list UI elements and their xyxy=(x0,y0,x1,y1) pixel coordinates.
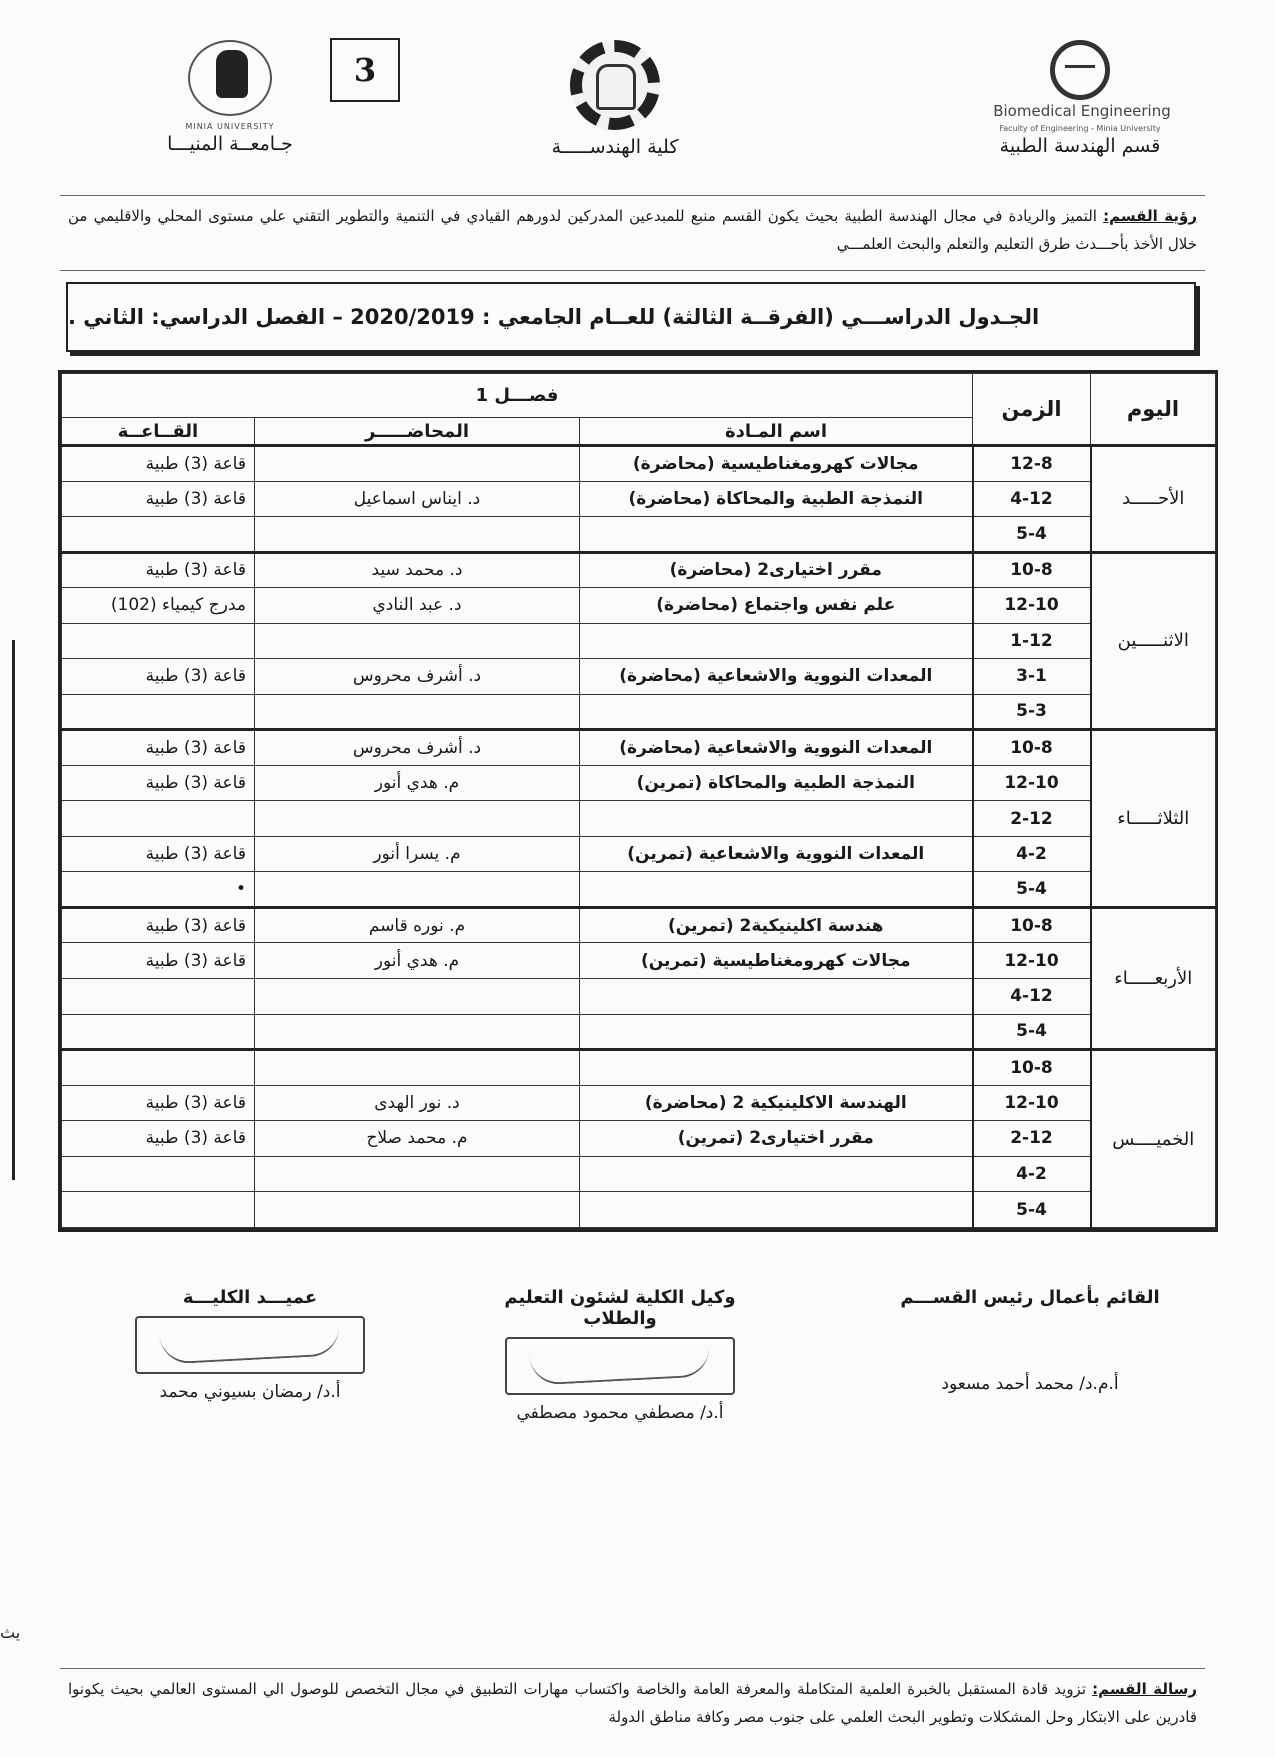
subject-cell: مقرر اختيارى2 (محاضرة) xyxy=(580,552,973,588)
time-cell: 4-12 xyxy=(973,978,1091,1014)
schedule-row xyxy=(62,943,1216,979)
faculty-caption: كلية الهندســـــة xyxy=(551,136,679,158)
room-cell: قاعة (3) طبية xyxy=(62,943,255,979)
subject-cell xyxy=(580,1014,973,1050)
schedule-row xyxy=(62,1085,1216,1121)
mission-statement xyxy=(60,1668,1205,1737)
time-cell: 4-2 xyxy=(973,836,1091,872)
instructor-cell xyxy=(255,1156,580,1192)
room-cell: قاعة (3) طبية xyxy=(62,907,255,943)
time-cell: 12-8 xyxy=(973,446,1091,482)
schedule-row xyxy=(62,446,1216,482)
signature-role: وكيل الكلية لشئون التعليم والطلاب xyxy=(504,1287,736,1329)
time-cell: 12-10 xyxy=(973,588,1091,624)
time-cell: 1-12 xyxy=(973,623,1091,659)
schedule-row xyxy=(62,1192,1216,1228)
time-cell: 4-2 xyxy=(973,1156,1091,1192)
schedule-row xyxy=(62,623,1216,659)
room-cell: قاعة (3) طبية xyxy=(62,730,255,766)
instructor-cell xyxy=(255,978,580,1014)
room-cell: قاعة (3) طبية xyxy=(62,1121,255,1157)
day-cell: الأربعـــــاء xyxy=(1091,907,1216,1049)
subject-cell xyxy=(580,694,973,730)
subject-cell: النمذجة الطبية والمحاكاة (تمرين) xyxy=(580,765,973,801)
subject-cell: المعدات النووية والاشعاعية (تمرين) xyxy=(580,836,973,872)
bme-logo-text: Biomedical Engineering xyxy=(993,101,1171,120)
signature-role: عميـــد الكليـــة xyxy=(182,1287,318,1308)
instructor-cell: د. ايناس اسماعيل xyxy=(255,481,580,517)
time-cell: 5-4 xyxy=(973,1192,1091,1228)
day-cell: الخميــــس xyxy=(1091,1050,1216,1228)
day-cell: الأحـــــد xyxy=(1091,446,1216,553)
time-cell: 2-12 xyxy=(973,801,1091,837)
subject-cell xyxy=(580,623,973,659)
instructor-cell xyxy=(255,517,580,553)
instructor-cell: م. هدي أنور xyxy=(255,765,580,801)
time-cell: 12-10 xyxy=(973,765,1091,801)
schedule-row xyxy=(62,694,1216,730)
room-cell: قاعة (3) طبية xyxy=(62,836,255,872)
subject-cell xyxy=(580,1156,973,1192)
header-subject: اسم المـادة xyxy=(580,418,973,446)
subject-cell: مجالات كهرومغناطيسية (محاضرة) xyxy=(580,446,973,482)
subject-cell xyxy=(580,978,973,1014)
instructor-cell: د. محمد سيد xyxy=(255,552,580,588)
instructor-cell: د. عبد النادي xyxy=(255,588,580,624)
vision-label: رؤية القسم: xyxy=(1103,207,1197,225)
subject-cell: الهندسة الاكلينيكية 2 (محاضرة) xyxy=(580,1085,973,1121)
time-cell: 5-3 xyxy=(973,694,1091,730)
room-cell: قاعة (3) طبية xyxy=(62,446,255,482)
university-logo-text: MINIA UNIVERSITY xyxy=(185,122,275,131)
instructor-cell xyxy=(255,694,580,730)
room-cell xyxy=(62,1050,255,1086)
faculty-logo xyxy=(520,40,710,158)
instructor-cell xyxy=(255,623,580,659)
instructor-cell: د. نور الهدى xyxy=(255,1085,580,1121)
schedule-row xyxy=(62,1121,1216,1157)
page-number: 3 xyxy=(330,38,400,102)
signature-name: أ.د/ مصطفي محمود مصطفي xyxy=(516,1403,724,1423)
header-room: القــاعــة xyxy=(62,418,255,446)
time-cell: 4-12 xyxy=(973,481,1091,517)
room-cell: قاعة (3) طبية xyxy=(62,659,255,695)
schedule-row xyxy=(62,836,1216,872)
vision-text: التميز والريادة في مجال الهندسة الطبية بحيث يكون القسم منبع للمبدعين المدركين لدورهم القيادي في التنمية والتطوير التقني علي مستوى المحلي والاقليمي من خلال الأخذ بأحـــدث طرق التعليم والتعلم والبحث العلمـــي xyxy=(68,207,1197,253)
instructor-cell xyxy=(255,1050,580,1086)
bme-logo-subtext: Faculty of Engineering - Minia University xyxy=(999,123,1161,133)
signature-dean xyxy=(120,1287,380,1402)
instructor-cell xyxy=(255,872,580,908)
subject-cell xyxy=(580,1192,973,1228)
instructor-cell xyxy=(255,1192,580,1228)
schedule-row xyxy=(62,801,1216,837)
university-caption: جـامعــة المنيـــا xyxy=(167,133,293,155)
schedule-table xyxy=(58,370,1218,1232)
time-cell: 2-12 xyxy=(973,1121,1091,1157)
room-cell xyxy=(62,978,255,1014)
subject-cell: المعدات النووية والاشعاعية (محاضرة) xyxy=(580,730,973,766)
schedule-row xyxy=(62,1050,1216,1086)
day-cell: الثلاثـــــاء xyxy=(1091,730,1216,908)
schedule-row xyxy=(62,481,1216,517)
room-cell xyxy=(62,694,255,730)
time-cell: 3-1 xyxy=(973,659,1091,695)
subject-cell xyxy=(580,517,973,553)
signature-department-head xyxy=(900,1287,1160,1394)
schedule-row xyxy=(62,552,1216,588)
schedule-title: الجـدول الدراســـي (الفرقــة الثالثة) للعــام الجامعي : 2020/2019 – الفصل الدراسي: الثاني . xyxy=(66,282,1196,352)
time-cell: 5-4 xyxy=(973,872,1091,908)
mission-label: رسالة القسم: xyxy=(1092,1680,1197,1698)
schedule-row xyxy=(62,907,1216,943)
schedule-row xyxy=(62,659,1216,695)
subject-cell: هندسة اكلينيكية2 (تمرين) xyxy=(580,907,973,943)
room-cell xyxy=(62,623,255,659)
subject-cell: مجالات كهرومغناطيسية (تمرين) xyxy=(580,943,973,979)
schedule-row xyxy=(62,517,1216,553)
gear-icon xyxy=(570,40,660,130)
header-instructor: المحاضـــــر xyxy=(255,418,580,446)
time-cell: 10-8 xyxy=(973,730,1091,766)
signature-scribble xyxy=(505,1337,735,1395)
time-cell: 10-8 xyxy=(973,1050,1091,1086)
signature-name: أ.م.د/ محمد أحمد مسعود xyxy=(941,1374,1119,1394)
edge-text: يث xyxy=(0,1623,21,1642)
signature-scribble xyxy=(135,1316,365,1374)
schedule-row xyxy=(62,588,1216,624)
instructor-cell: م. هدي أنور xyxy=(255,943,580,979)
instructor-cell: م. محمد صلاح xyxy=(255,1121,580,1157)
schedule-row xyxy=(62,765,1216,801)
university-logo xyxy=(140,40,320,155)
room-cell: • xyxy=(62,872,255,908)
subject-cell: النمذجة الطبية والمحاكاة (محاضرة) xyxy=(580,481,973,517)
page-edge-mark xyxy=(12,640,20,1180)
instructor-cell: م. يسرا أنور xyxy=(255,836,580,872)
time-cell: 10-8 xyxy=(973,907,1091,943)
schedule-row xyxy=(62,978,1216,1014)
header-day: اليوم xyxy=(1091,374,1216,446)
time-cell: 5-4 xyxy=(973,1014,1091,1050)
schedule-row xyxy=(62,1014,1216,1050)
header-section: فصـــل 1 xyxy=(62,374,973,418)
time-cell: 5-4 xyxy=(973,517,1091,553)
schedule-row xyxy=(62,730,1216,766)
instructor-cell: د. أشرف محروس xyxy=(255,659,580,695)
room-cell: مدرج كيمياء (102) xyxy=(62,588,255,624)
room-cell: قاعة (3) طبية xyxy=(62,765,255,801)
instructor-cell: م. نوره قاسم xyxy=(255,907,580,943)
signature-name: أ.د/ رمضان بسيوني محمد xyxy=(159,1382,341,1402)
subject-cell xyxy=(580,872,973,908)
instructor-cell xyxy=(255,1014,580,1050)
room-cell xyxy=(62,801,255,837)
subject-cell: المعدات النووية والاشعاعية (محاضرة) xyxy=(580,659,973,695)
room-cell: قاعة (3) طبية xyxy=(62,481,255,517)
mission-text: تزويد قادة المستقبل بالخبرة العلمية المتكاملة والمعرفة العامة والخاصة واكتساب مهارات التطبيق في مجال التخصص للوصول الي المستوى العالمي بحيث يكونوا قادرين على الابتكار وحل المشكلات وتطوير البحث العلمي على جنوب مصر وكافة مناطق الدولة xyxy=(68,1680,1197,1726)
schedule-row xyxy=(62,872,1216,908)
schedule-row xyxy=(62,1156,1216,1192)
room-cell: قاعة (3) طبية xyxy=(62,552,255,588)
subject-cell xyxy=(580,1050,973,1086)
signature-vice-dean xyxy=(470,1287,770,1423)
header-time: الزمن xyxy=(973,374,1091,446)
day-cell: الاثنـــــين xyxy=(1091,552,1216,730)
instructor-cell: د. أشرف محروس xyxy=(255,730,580,766)
subject-cell xyxy=(580,801,973,837)
room-cell xyxy=(62,1192,255,1228)
instructor-cell xyxy=(255,446,580,482)
room-cell: قاعة (3) طبية xyxy=(62,1085,255,1121)
time-cell: 10-8 xyxy=(973,552,1091,588)
nefertiti-icon xyxy=(188,40,272,116)
department-logo xyxy=(965,40,1195,157)
bme-logo-icon xyxy=(1050,40,1110,100)
subject-cell: مقرر اختيارى2 (تمرين) xyxy=(580,1121,973,1157)
subject-cell: علم نفس واجتماع (محاضرة) xyxy=(580,588,973,624)
room-cell xyxy=(62,1014,255,1050)
signature-role: القائم بأعمال رئيس القســـم xyxy=(900,1287,1160,1308)
time-cell: 12-10 xyxy=(973,1085,1091,1121)
department-caption: قسم الهندسة الطبية xyxy=(999,134,1161,157)
vision-statement xyxy=(60,195,1205,271)
instructor-cell xyxy=(255,801,580,837)
room-cell xyxy=(62,517,255,553)
room-cell xyxy=(62,1156,255,1192)
time-cell: 12-10 xyxy=(973,943,1091,979)
